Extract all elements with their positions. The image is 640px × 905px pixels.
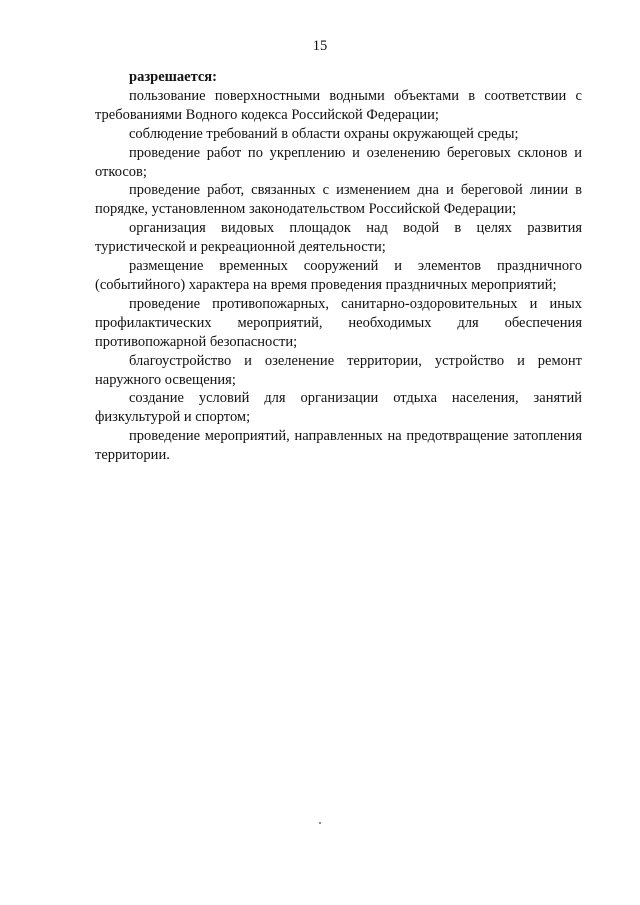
- list-item: проведение работ по укреплению и озеленению береговых склонов и откосов;: [95, 144, 582, 180]
- list-item: пользование поверхностными водными объектами в соответствии с требованиями Водного кодекса Российской Федерации;: [95, 87, 582, 123]
- scan-artifact: [319, 822, 321, 824]
- list-item: размещение временных сооружений и элементов праздничного (событийного) характера на время проведения праздничных мероприятий;: [95, 258, 582, 293]
- list-item: соблюдение требований в области охраны окружающей среды;: [129, 125, 519, 142]
- list-item: организация видовых площадок над водой в целях развития туристической и рекреационной деятельности;: [95, 220, 582, 256]
- page-number: 15: [312, 38, 328, 54]
- list-item: благоустройство и озеленение территории, устройство и ремонт наружного освещения;: [95, 352, 582, 388]
- list-item: создание условий для организации отдыха населения, занятий физкультурой и спортом;: [95, 390, 582, 426]
- list-item: проведение противопожарных, санитарно-оздоровительных и иных профилактических мероприятий, необходимых для обеспечения противопожарной безопасности;: [95, 295, 582, 350]
- section-heading: разрешается:: [129, 69, 217, 85]
- list-item: проведение работ, связанных с изменением дна и береговой линии в порядке, установленном законодательством Российской Федерации;: [95, 182, 582, 218]
- list-item: проведение мероприятий, направленных на предотвращение затопления территории.: [95, 428, 582, 464]
- document-body: [95, 68, 582, 465]
